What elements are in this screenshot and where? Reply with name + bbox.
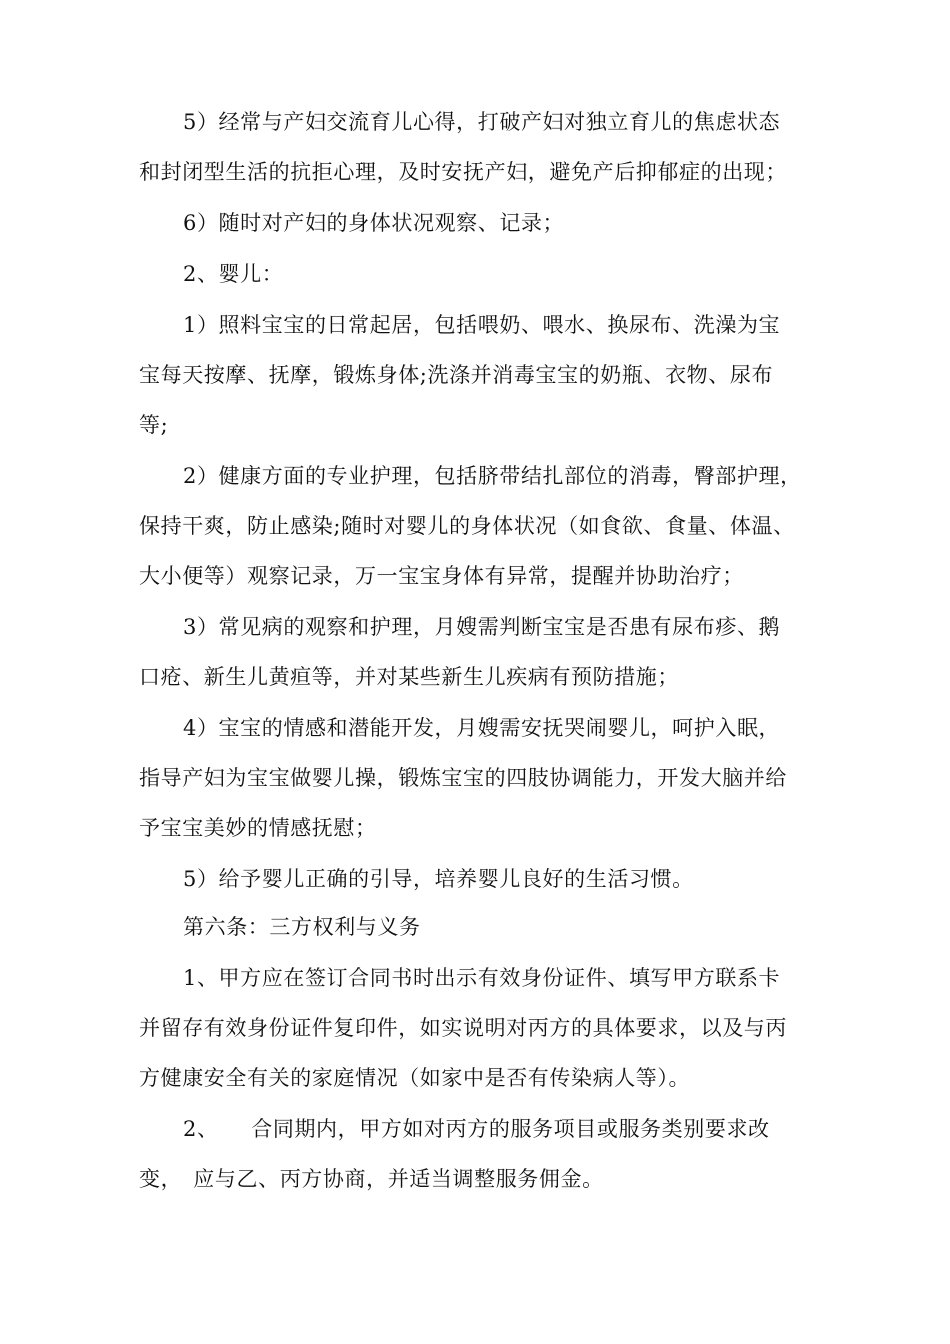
- text-line: 指导产妇为宝宝做婴儿操，锻炼宝宝的四肢协调能力，开发大脑并给: [139, 766, 787, 790]
- text-line: 方健康安全有关的家庭情况（如家中是否有传染病人等）。: [139, 1066, 691, 1090]
- text-line: 1、甲方应在签订合同书时出示有效身份证件、填写甲方联系卡: [183, 966, 781, 990]
- paragraph-infant-item-1: [139, 300, 829, 450]
- text-line: 予宝宝美妙的情感抚慰；: [139, 816, 377, 840]
- text-line: 5）经常与产妇交流育儿心得，打破产妇对独立育儿的焦虑状态: [183, 110, 781, 134]
- paragraph-rights-item-2: [139, 1104, 829, 1204]
- paragraph-infant-item-2: [139, 451, 829, 601]
- text-line: 和封闭型生活的抗拒心理，及时安抚产妇，避免产后抑郁症的出现；: [139, 160, 787, 184]
- text-line: 2、 合同期内，甲方如对丙方的服务项目或服务类别要求改: [183, 1117, 770, 1141]
- text-line: 6）随时对产妇的身体状况观察、记录；: [183, 211, 565, 235]
- paragraph-infant-item-3: [139, 602, 829, 702]
- text-line: 宝每天按摩、抚摩，锻炼身体;洗涤并消毒宝宝的奶瓶、衣物、尿布: [139, 363, 774, 387]
- paragraph-infant-item-5: [139, 854, 829, 904]
- text-line: 4）宝宝的情感和潜能开发，月嫂需安抚哭闹婴儿，呵护入眠，: [183, 716, 781, 740]
- text-line: 1）照料宝宝的日常起居，包括喂奶、喂水、换尿布、洗澡为宝: [183, 313, 781, 337]
- section-heading-infant: [139, 249, 829, 299]
- paragraph-infant-item-4: [139, 703, 829, 853]
- paragraph-mother-item-6: [139, 198, 829, 248]
- text-line: 第六条：三方权利与义务: [183, 915, 421, 939]
- text-line: 大小便等）观察记录，万一宝宝身体有异常，提醒并协助治疗；: [139, 564, 744, 588]
- text-line: 保持干爽，防止感染;随时对婴儿的身体状况（如食欲、食量、体温、: [139, 514, 795, 538]
- text-line: 5）给予婴儿正确的引导，培养婴儿良好的生活习惯。: [183, 867, 694, 891]
- text-line: 口疮、新生儿黄疸等，并对某些新生儿疾病有预防措施；: [139, 665, 679, 689]
- text-line: 3）常见病的观察和护理，月嫂需判断宝宝是否患有尿布疹、鹅: [183, 615, 781, 639]
- paragraph-mother-item-5: [139, 97, 829, 197]
- text-line: 变， 应与乙、丙方协商，并适当调整服务佣金。: [139, 1167, 604, 1191]
- text-line: 并留存有效身份证件复印件，如实说明对丙方的具体要求，以及与丙: [139, 1016, 787, 1040]
- text-line: 等;: [139, 413, 169, 437]
- paragraph-rights-item-1: [139, 953, 829, 1103]
- article-heading-six: [139, 902, 829, 952]
- text-line: 2、婴儿：: [183, 262, 284, 286]
- text-line: 2）健康方面的专业护理，包括脐带结扎部位的消毒，臀部护理，: [183, 464, 802, 488]
